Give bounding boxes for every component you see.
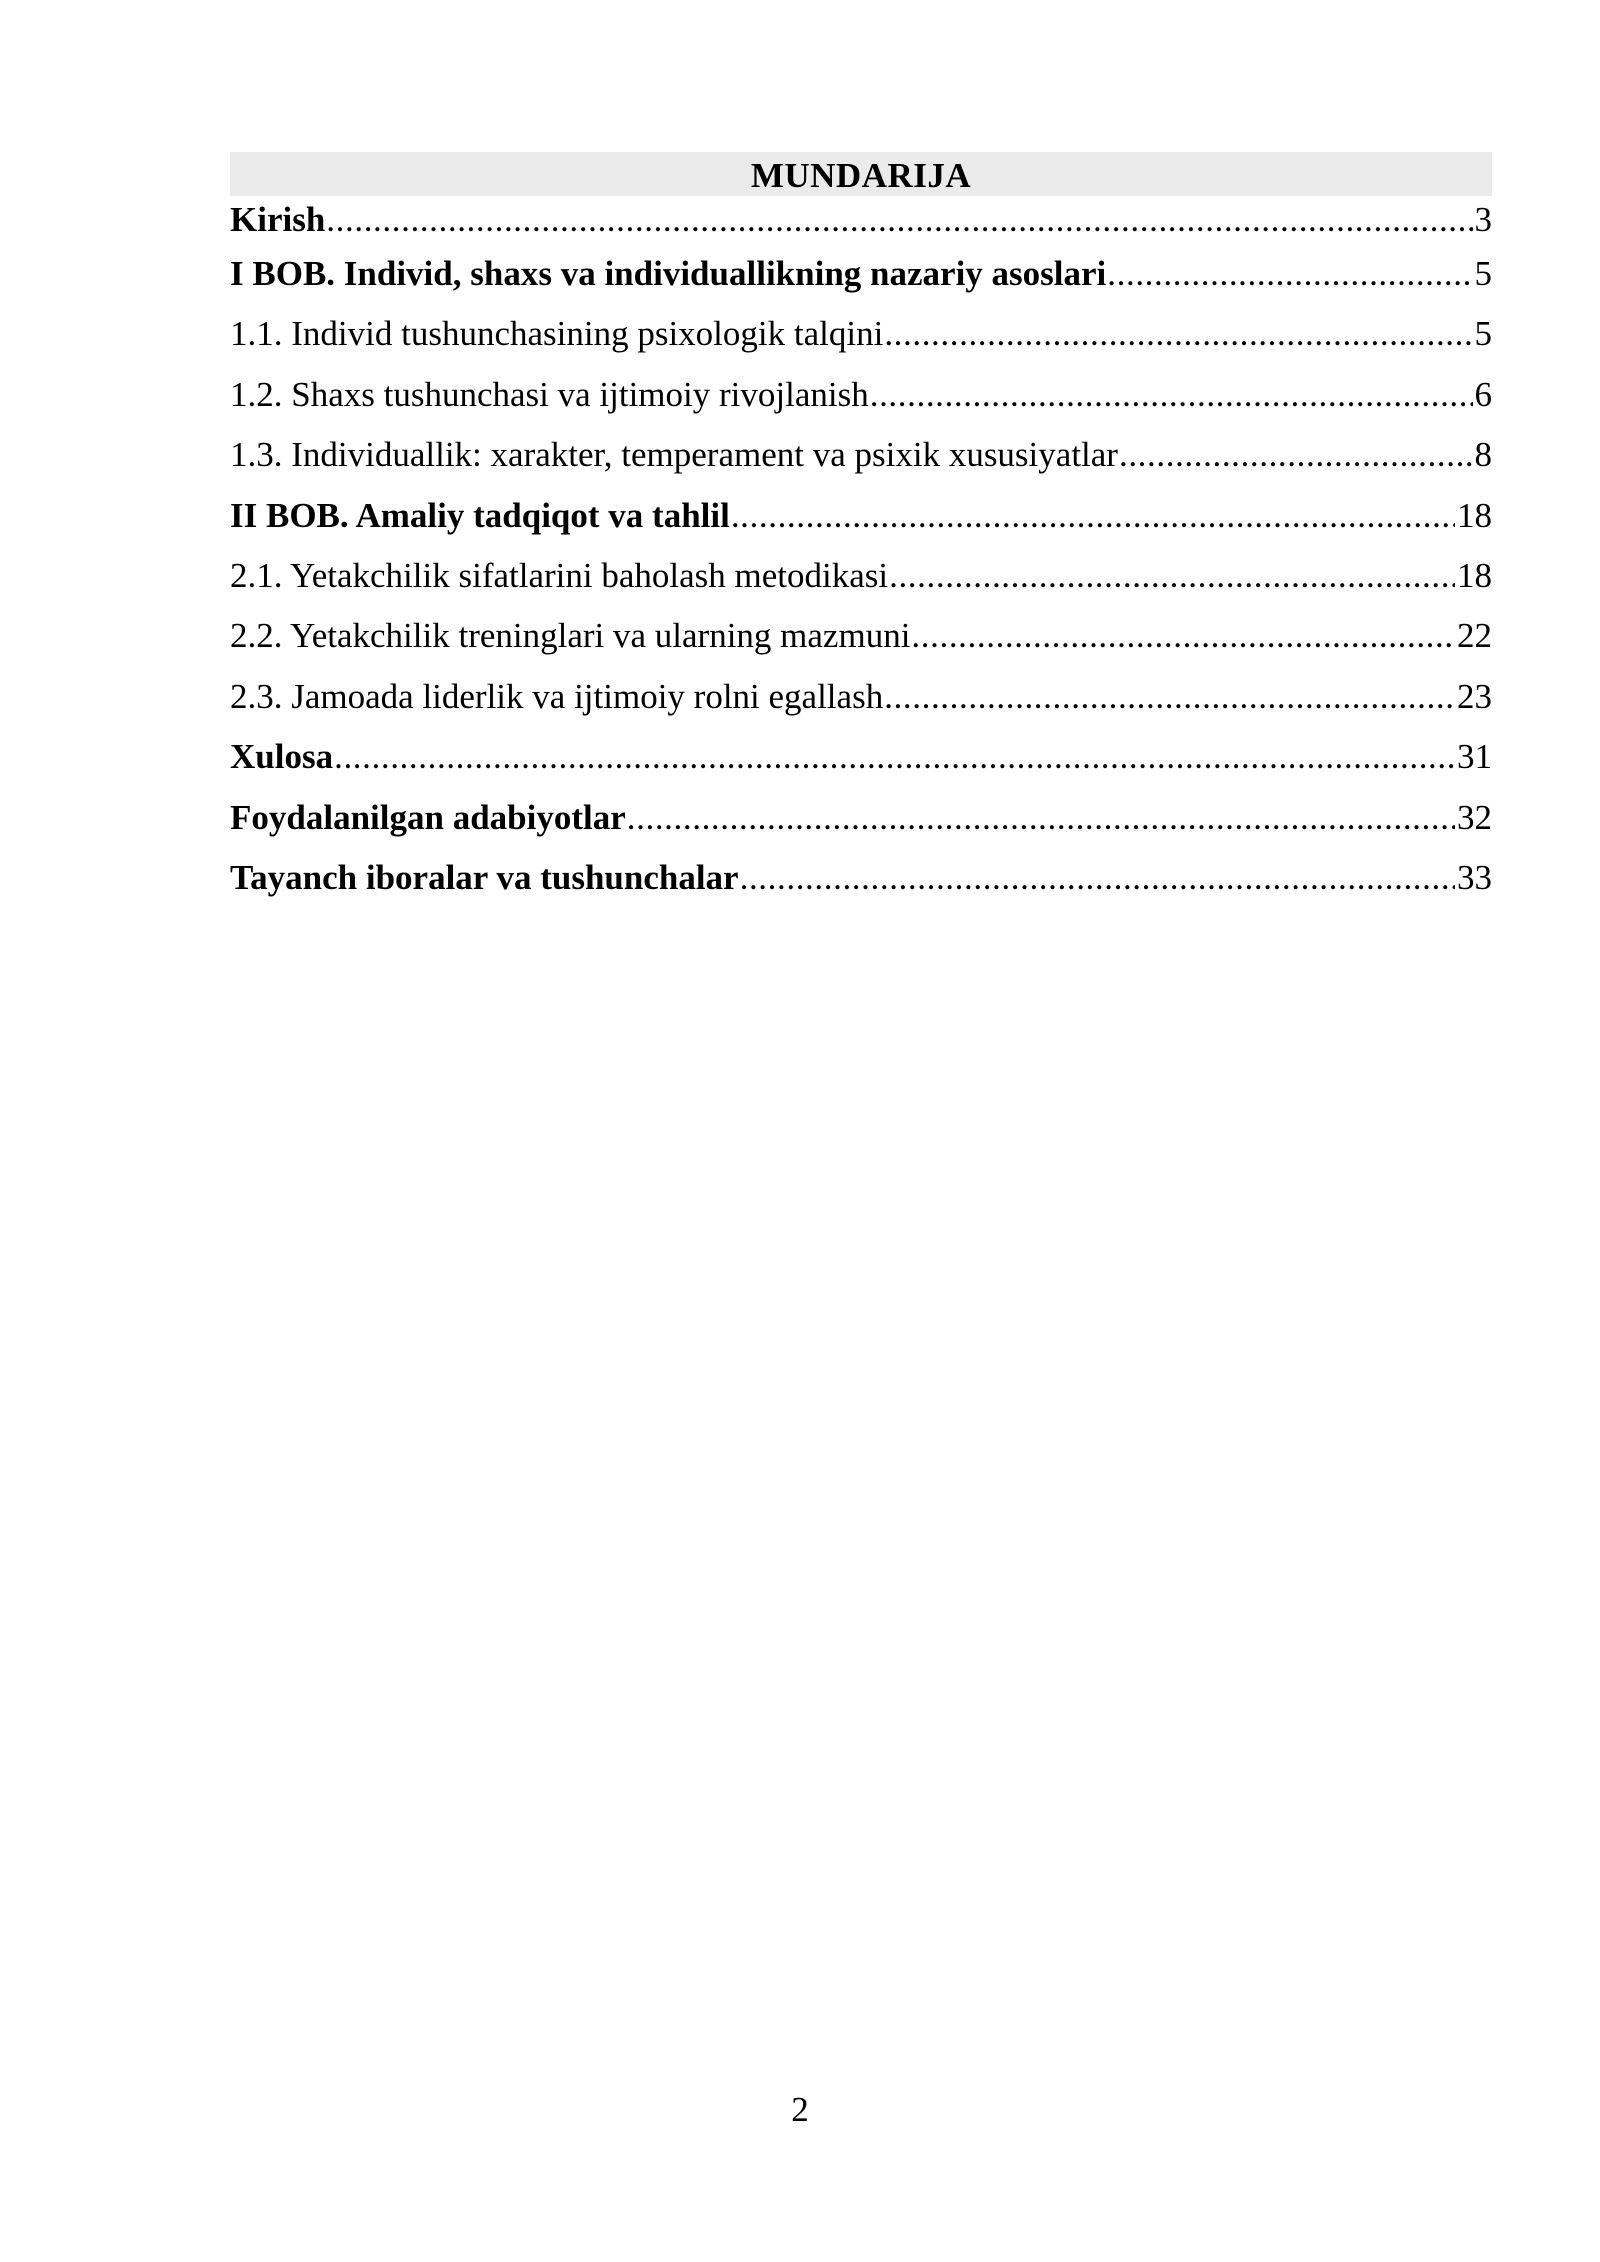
toc-entry-title: 2.3. Jamoada liderlik va ijtimoiy rolni egallash (230, 676, 884, 716)
toc-dot-leader (884, 304, 1472, 364)
toc-entry-title: Kirish (230, 200, 326, 239)
toc-entry-title: II BOB. Amaliy tadqiqot va tahlil (230, 495, 730, 535)
toc-entry-page-number: 18 (1457, 555, 1492, 595)
toc-entry-page-number: 6 (1474, 374, 1492, 414)
toc-dot-leader (911, 606, 1455, 666)
toc-dot-leader (884, 667, 1455, 727)
toc-entry-page-number: 31 (1457, 737, 1492, 777)
toc-title: MUNDARIJA (230, 152, 1492, 196)
toc-entry-title: Xulosa (230, 737, 334, 777)
toc-entry-title: 2.1. Yetakchilik sifatlarini baholash metodikasi (230, 555, 889, 595)
toc-list (230, 196, 1492, 908)
toc-entry[interactable] (230, 788, 1492, 848)
toc-dot-leader (334, 727, 1455, 787)
toc-entry-page-number: 5 (1474, 254, 1492, 293)
toc-entry-page-number: 18 (1457, 495, 1492, 535)
toc-entry[interactable] (230, 425, 1492, 485)
toc-entry-title: 1.2. Shaxs tushunchasi va ijtimoiy rivojlanish (230, 374, 869, 414)
toc-dot-leader (889, 546, 1455, 606)
toc-entry-title: Tayanch iboralar va tushunchalar (230, 857, 739, 897)
toc-dot-leader (1119, 425, 1473, 485)
toc-entry-page-number: 3 (1474, 200, 1492, 239)
toc-entry[interactable] (230, 727, 1492, 787)
toc-entry-page-number: 33 (1457, 857, 1492, 897)
table-of-contents (230, 152, 1492, 908)
toc-dot-leader (740, 848, 1455, 908)
toc-entry[interactable] (230, 848, 1492, 908)
toc-entry-title: Foydalanilgan adabiyotlar (230, 797, 626, 837)
toc-entry[interactable] (230, 244, 1492, 304)
toc-entry-title: 1.3. Individuallik: xarakter, temperament va psixik xususiyatlar (230, 435, 1118, 475)
toc-entry-page-number: 8 (1474, 435, 1492, 475)
toc-entry[interactable] (230, 486, 1492, 546)
toc-entry-page-number: 22 (1457, 616, 1492, 656)
toc-entry[interactable] (230, 304, 1492, 364)
toc-entry[interactable] (230, 546, 1492, 606)
toc-entry-page-number: 5 (1474, 314, 1492, 354)
toc-dot-leader (627, 788, 1455, 848)
toc-entry[interactable] (230, 606, 1492, 666)
toc-entry[interactable] (230, 667, 1492, 727)
toc-entry-title: I BOB. Individ, shaxs va individuallikning nazariy asoslari (230, 254, 1107, 293)
toc-dot-leader (326, 196, 1472, 244)
toc-entry[interactable] (230, 196, 1492, 244)
toc-entry-title: 2.2. Yetakchilik treninglari va ularning mazmuni (230, 616, 911, 656)
toc-dot-leader (1107, 244, 1472, 304)
toc-entry-page-number: 23 (1457, 676, 1492, 716)
toc-dot-leader (731, 486, 1455, 546)
toc-entry-page-number: 32 (1457, 797, 1492, 837)
toc-dot-leader (870, 365, 1473, 425)
toc-entry[interactable] (230, 365, 1492, 425)
page-number: 2 (791, 2090, 809, 2129)
toc-entry-title: 1.1. Individ tushunchasining psixologik talqini (230, 314, 884, 354)
